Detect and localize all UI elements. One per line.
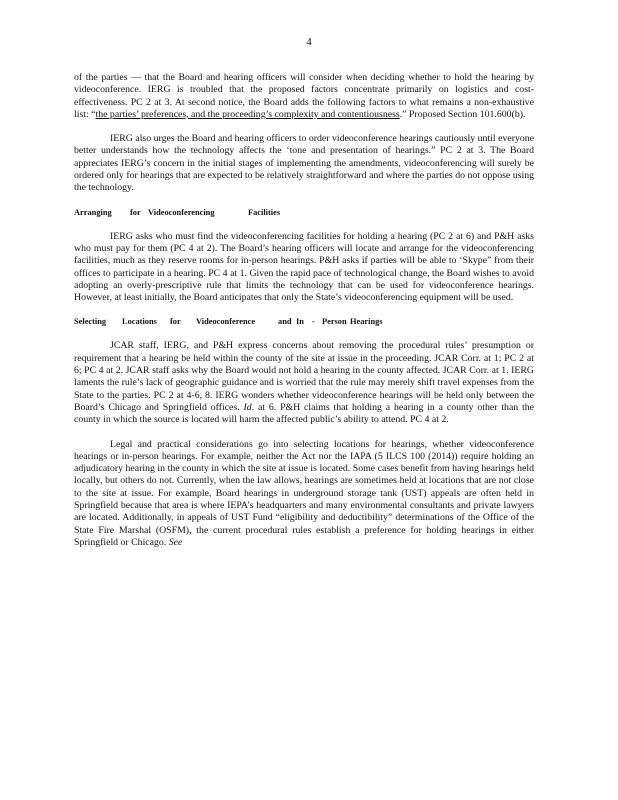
heading-word: - xyxy=(312,317,315,327)
paragraph-factors xyxy=(74,72,534,121)
added-factors-underlined: the parties’ preferences, and the proceeding’s complexity and contentiousness xyxy=(95,108,400,120)
paragraph-location-text-cont: . at 6. P&H claims that holding a hearing in a county other than the county in which the source is located will harm the affected public’s ability to attend. PC 4 at 2. xyxy=(74,401,534,426)
paragraph-factors-text: of the parties — that the Board and hearing officers will consider when deciding whether to hold the hearing by videoconference. IERG is troubled that the proposed factors concentrate primarily on logistics and cost-effectiveness. PC 2 at 3. At second notice, the Board adds the following factors to what remains a non-exhaustive list: “ xyxy=(74,72,534,120)
heading-word: In xyxy=(296,317,304,327)
paragraph-ierg-caution: IERG also urges the Board and hearing officers to order videoconference hearings cautiously until everyone better understands how the technology affects the ‘tone and presentation of hearings.” PC 2 at 3. The Board appreciates IERG’s concern in the initial stages of implementing the amendments, videoconferencing will surely be ordered only for hearings that are expected to be relatively straightforward and where the parties do not oppose using the technology. xyxy=(74,133,534,194)
heading-word: Selecting xyxy=(74,317,107,327)
heading-word: and xyxy=(278,317,292,327)
document-body xyxy=(74,72,534,561)
section-heading-arranging-facilities xyxy=(74,207,534,219)
id-citation: Id xyxy=(243,401,252,413)
heading-word: for xyxy=(130,207,141,217)
paragraph-legal-text: Legal and practical considerations go into selecting locations for hearings, whether videoconference hearings or in-person hearings. For example, neither the Act nor the IAPA (5 ILCS 100 (2014)) require holding an adjudicatory hearing in the county in which the site at issue is located. Some cases benefit from having hearings held locally, but others do not. Currently, when the law allows, hearings are sometimes held at locations that are not close to the site at issue. For example, Board hearings in underground storage tank (UST) appeals are often held in Springfield because that area is where IEPA’s headquarters and many environmental consultants and private lawyers are located. Additionally, in appeals of UST Fund “eligibility and deductibility” determinations of the Office of the State Fire Marshal (OSFM), the current procedural rules establish a preference for holding hearings in either Springfield or Chicago. xyxy=(74,438,534,548)
heading-word: Videoconferencing xyxy=(148,207,215,217)
heading-word: Arranging xyxy=(74,207,112,217)
paragraph-legal-considerations xyxy=(74,439,534,550)
paragraph-location-text: JCAR staff, IERG, and P&H express concerns about removing the procedural rules’ presumption or requirement that a hearing be held within the county of the site at issue in the proceeding. JCAR Corr. at 1; PC 2 at 6; PC 4 at 2. JCAR staff asks why the Board would not hold a hearing in the county affected. JCAR Corr. at 1. IERG laments the rule’s lack of geographic guidance and is worried that the rule may merely shift travel expenses from the State to the parties. PC 2 at 4-6, 8. IERG wonders whether videoconference hearings will be held only between the Board’s Chicago and Springfield offices. xyxy=(74,340,534,413)
paragraph-location-concerns xyxy=(74,340,534,426)
heading-word: Hearings xyxy=(350,317,383,327)
heading-word: Videoconference xyxy=(196,317,256,327)
heading-word: Person xyxy=(322,317,347,327)
heading-word: for xyxy=(170,317,181,327)
heading-word: Locations xyxy=(122,317,157,327)
paragraph-facilities: IERG asks who must find the videoconferencing facilities for holding a hearing (PC 2 at 6) and P&H asks who must pay for them (PC 4 at 2). The Board’s hearing officers will locate and arrange for the videoconferencing facilities, much as they reserve rooms for in-person hearings. P&H asks if parties will be able to ‘Skype” from their offices to participate in a hearing. PC 4 at 1. Given the rapid pace of technological change, the Board wishes to avoid adopting an overly-prescriptive rule that limits the technology that can be used for videoconference hearings. However, at least initially, the Board anticipates that only the State’s videoconferencing equipment will be used. xyxy=(74,230,534,304)
page-number: 4 xyxy=(306,36,312,48)
paragraph-factors-citation: .” Proposed Section 101.600(b). xyxy=(399,108,526,120)
see-signal: See xyxy=(168,536,183,548)
heading-word: Facilities xyxy=(248,207,281,217)
section-heading-selecting-locations xyxy=(74,316,534,328)
